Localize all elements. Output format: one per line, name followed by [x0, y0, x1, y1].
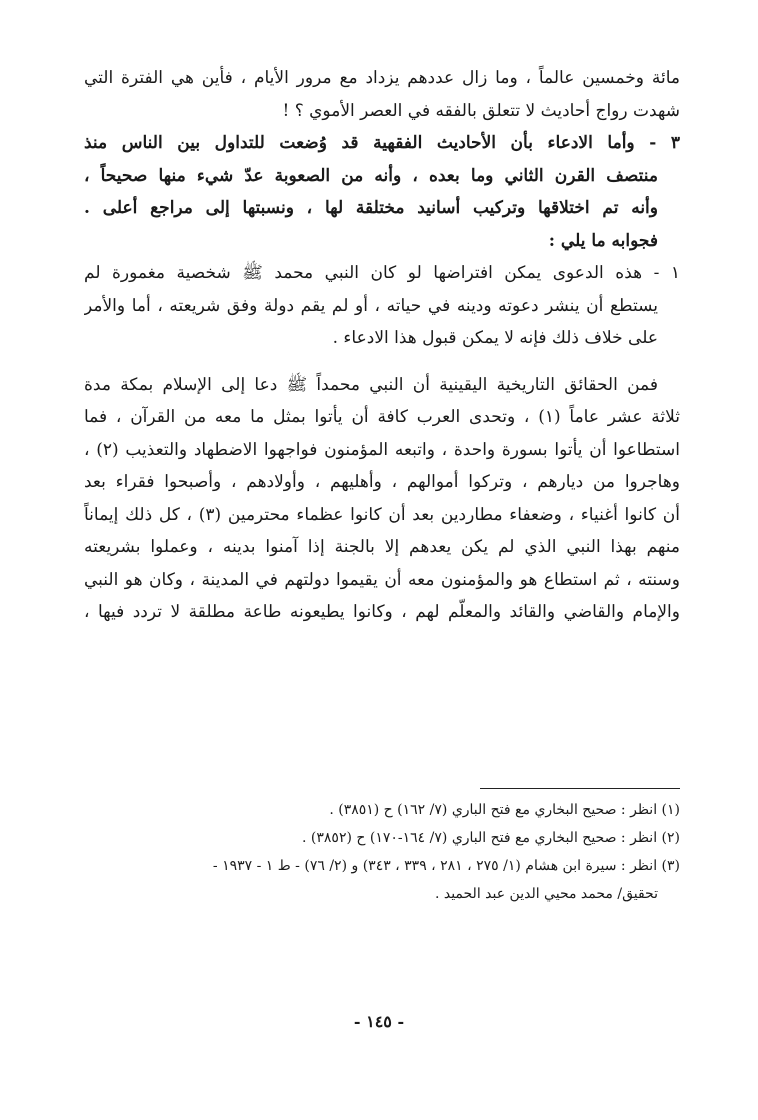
- text-line: ثلاثة عشر عاماً (١) ، وتحدى العرب كافة أن يأتوا بمثل ما معه من القرآن ، فما: [84, 407, 680, 427]
- text-line: فمن الحقائق التاريخية اليقينية أن النبي محمداً ﷺ دعا إلى الإسلام بمكة مدة: [84, 374, 658, 395]
- text-line: على خلاف ذلك فإنه لا يمكن قبول هذا الادعاء .: [332, 328, 658, 348]
- text-line: وسنته ، ثم استطاع هو والمؤمنون معه أن يقيموا دولتهم في المدينة ، وكان هو النبي: [84, 569, 680, 590]
- page-number: - ١٤٥ -: [353, 1012, 405, 1031]
- text-line: منتصف القرن الثاني وما بعده ، وأنه من الصعوبة عدّ شيء منها صحيحاً ،: [84, 165, 658, 186]
- text-line: استطاعوا أن يأتوا بسورة واحدة ، واتبعه المؤمنون فواجهوا الاضطهاد والتعذيب (٢) ،: [84, 439, 680, 460]
- text-line: وهاجروا من ديارهم ، وتركوا أموالهم ، وأهليهم ، وأولادهم ، وأصبحوا فقراء بعد: [84, 472, 680, 492]
- point-one-heading: ١ - هذه الدعوى يمكن افتراضها لو كان النبي محمد ﷺ شخصية مغمورة لم: [84, 263, 680, 283]
- answer-lead: فجوابه ما يلي :: [548, 230, 658, 251]
- footnote-3: (٣) انظر : سيرة ابن هشام (١/ ٢٧٥ ، ٢٨١ ، ٣٣٩ ، ٣٤٣) و (٢/ ٧٦) - ط ١ - ١٩٣٧ -: [212, 858, 680, 874]
- main-text: [84, 62, 680, 629]
- text-line: والإمام والقاضي والقائد والمعلّم لهم ، وكانوا يطيعونه طاعة مطلقة لا تردد فيها ،: [84, 602, 680, 622]
- text-line: شهدت رواج أحاديث لا تتعلق بالفقه في العصر الأموي ؟ !: [282, 100, 680, 121]
- text-line: وأنه تم اختلاقها وتركيب أسانيد مختلقة لها ، ونسبتها إلى مراجع أعلى .: [84, 198, 658, 218]
- point-three-heading: ٣ - وأما الادعاء بأن الأحاديث الفقهية قد وُضعت للتداول بين الناس منذ: [84, 133, 680, 153]
- text-line: يستطع أن ينشر دعوته ودينه في حياته ، أو لم يقم دولة وفق شريعته ، أما والأمر: [84, 295, 658, 316]
- footnote-2: (٢) انظر : صحيح البخاري مع فتح الباري (٧/ ١٦٤-١٧٠) ح (٣٨٥٢) .: [302, 830, 680, 846]
- footnote-divider: [480, 788, 680, 789]
- text-line: أن كانوا أغنياء ، وضعفاء مطاردين بعد أن كانوا عظماء محترمين (٣) ، كل ذلك إيماناً: [84, 504, 680, 525]
- footnotes: [84, 796, 680, 908]
- footnote-1: (١) انظر : صحيح البخاري مع فتح الباري (٧/ ١٦٢) ح (٣٨٥١) .: [329, 802, 680, 818]
- text-line: مائة وخمسين عالماً ، وما زال عددهم يزداد مع مرور الأيام ، فأين هي الفترة التي: [84, 68, 680, 88]
- text-line: منهم بهذا النبي الذي لم يكن يعدهم إلا بالجنة إذا آمنوا بدينه ، وعملوا بشريعته: [84, 537, 680, 557]
- paragraph-gap: [84, 355, 680, 369]
- footnote-3-continuation: تحقيق/ محمد محيي الدين عبد الحميد .: [434, 886, 658, 902]
